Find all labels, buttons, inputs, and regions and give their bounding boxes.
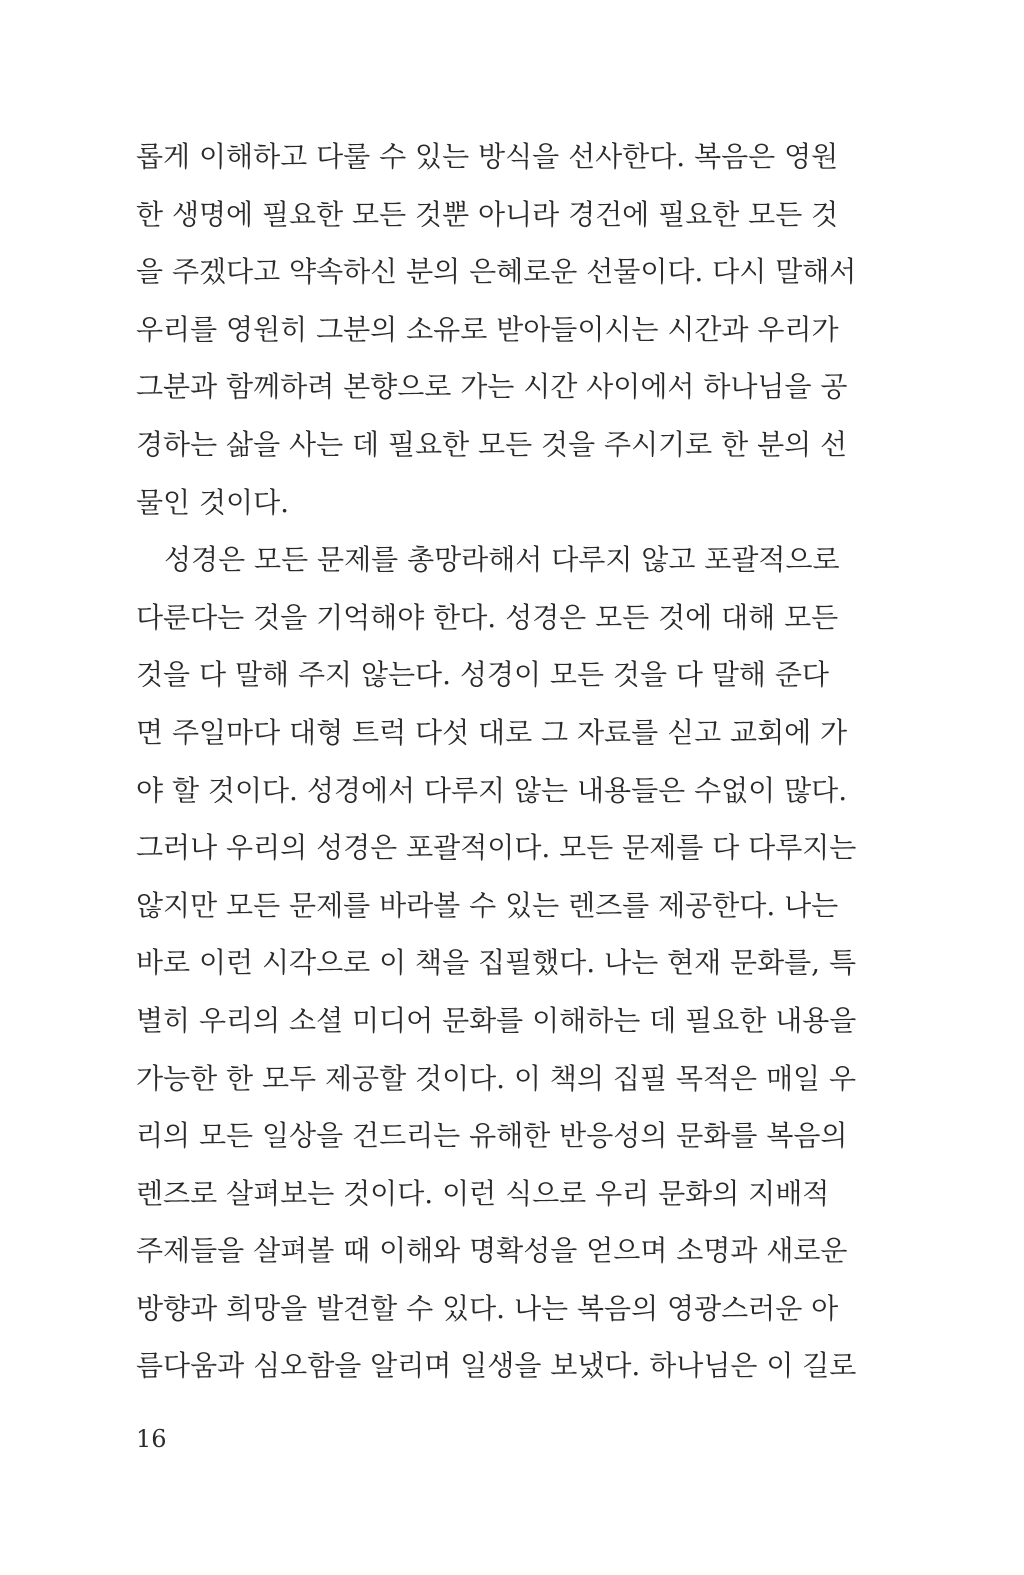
text-line: 않지만 모든 문제를 바라볼 수 있는 렌즈를 제공한다. 나는	[136, 888, 839, 922]
text-line: 렌즈로 살펴보는 것이다. 이런 식으로 우리 문화의 지배적	[136, 1176, 830, 1210]
page-number: 16	[136, 1425, 167, 1453]
body-text	[136, 128, 857, 1395]
text-line: 바로 이런 시각으로 이 책을 집필했다. 나는 현재 문화를, 특	[136, 946, 857, 980]
text-line: 다룬다는 것을 기억해야 한다. 성경은 모든 것에 대해 모든	[136, 600, 839, 634]
text-line: 면 주일마다 대형 트럭 다섯 대로 그 자료를 싣고 교회에 가	[136, 715, 848, 749]
text-line: 별히 우리의 소셜 미디어 문화를 이해하는 데 필요한 내용을	[136, 1003, 857, 1037]
text-line: 름다움과 심오함을 알리며 일생을 보냈다. 하나님은 이 길로	[136, 1349, 857, 1383]
text-line: 그분과 함께하려 본향으로 가는 시간 사이에서 하나님을 공	[136, 370, 848, 404]
text-line: 롭게 이해하고 다룰 수 있는 방식을 선사한다. 복음은 영원	[136, 140, 839, 173]
text-line: 주제들을 살펴볼 때 이해와 명확성을 얻으며 소명과 새로운	[136, 1234, 848, 1268]
text-line: 경하는 삶을 사는 데 필요한 모든 것을 주시기로 한 분의 선	[136, 427, 848, 461]
text-line: 우리를 영원히 그분의 소유로 받아들이시는 시간과 우리가	[136, 312, 839, 346]
text-line: 야 할 것이다. 성경에서 다루지 않는 내용들은 수없이 많다.	[136, 773, 848, 807]
text-line: 그러나 우리의 성경은 포괄적이다. 모든 문제를 다 다루지는	[136, 831, 857, 865]
text-line: 한 생명에 필요한 모든 것뿐 아니라 경건에 필요한 모든 것	[136, 197, 839, 231]
text-line: 방향과 희망을 발견할 수 있다. 나는 복음의 영광스러운 아	[136, 1291, 839, 1325]
text-line: 것을 다 말해 주지 않는다. 성경이 모든 것을 다 말해 준다	[136, 658, 829, 692]
text-line: 리의 모든 일상을 건드리는 유해한 반응성의 문화를 복음의	[136, 1119, 848, 1153]
text-line: 을 주겠다고 약속하신 분의 은혜로운 선물이다. 다시 말해서	[136, 255, 857, 289]
text-line: 가능한 한 모두 제공할 것이다. 이 책의 집필 목적은 매일 우	[136, 1061, 857, 1095]
text-line: 성경은 모든 문제를 총망라해서 다루지 않고 포괄적으로	[136, 543, 840, 577]
text-line: 물인 것이다.	[136, 485, 290, 519]
